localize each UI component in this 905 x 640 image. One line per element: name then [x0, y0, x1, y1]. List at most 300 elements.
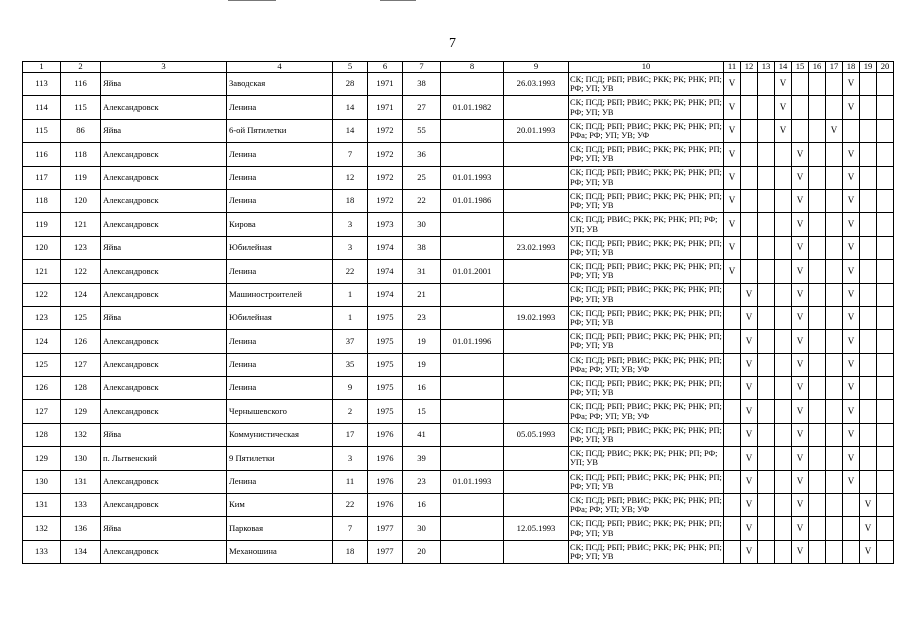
house-number: 2 — [333, 400, 368, 423]
wear-percent: 55 — [403, 119, 441, 142]
column-header-17: 17 — [826, 62, 843, 73]
house-number: 17 — [333, 423, 368, 446]
mark-col-17 — [826, 236, 843, 259]
mark-col-14 — [775, 423, 792, 446]
mark-col-12 — [741, 236, 758, 259]
house-number: 3 — [333, 447, 368, 470]
object-id: 123 — [61, 236, 101, 259]
table-row — [23, 119, 894, 142]
mark-col-18: V — [843, 353, 860, 376]
mark-col-12: V — [741, 494, 758, 517]
mark-col-18: V — [843, 236, 860, 259]
street: Ленина — [227, 96, 333, 119]
street: Ленина — [227, 189, 333, 212]
wear-percent: 22 — [403, 189, 441, 212]
mark-col-15 — [792, 73, 809, 96]
settlement: Александровск — [101, 470, 227, 493]
object-id: 131 — [61, 470, 101, 493]
mark-col-19 — [860, 423, 877, 446]
year-built: 1972 — [368, 143, 403, 166]
house-number: 3 — [333, 236, 368, 259]
house-number: 18 — [333, 189, 368, 212]
mark-col-17 — [826, 447, 843, 470]
wear-percent: 23 — [403, 470, 441, 493]
row-number: 129 — [23, 447, 61, 470]
column-header-10: 10 — [569, 62, 724, 73]
work-codes: СК; ПСД; РБП; РВИС; РКК; РК; РНК; РП; РФ; УП; УВ — [569, 540, 724, 563]
row-number: 116 — [23, 143, 61, 166]
mark-col-20 — [877, 494, 894, 517]
wear-percent: 25 — [403, 166, 441, 189]
mark-col-17 — [826, 494, 843, 517]
mark-col-19 — [860, 283, 877, 306]
street: Ленина — [227, 143, 333, 166]
object-id: 120 — [61, 189, 101, 212]
mark-col-19 — [860, 353, 877, 376]
work-codes: СК; ПСД; РБП; РВИС; РКК; РК; РНК; РП; РФа; РФ; УП; УВ; УФ — [569, 494, 724, 517]
row-number: 119 — [23, 213, 61, 236]
wear-percent: 20 — [403, 540, 441, 563]
table-row — [23, 143, 894, 166]
mark-col-17: V — [826, 119, 843, 142]
mark-col-18: V — [843, 377, 860, 400]
street: Заводская — [227, 73, 333, 96]
work-codes: СК; ПСД; РБП; РВИС; РКК; РК; РНК; РП; РФ; УП; УВ — [569, 143, 724, 166]
column-header-14: 14 — [775, 62, 792, 73]
mark-col-17 — [826, 283, 843, 306]
year-built: 1975 — [368, 353, 403, 376]
object-id: 115 — [61, 96, 101, 119]
settlement: Яйва — [101, 306, 227, 329]
mark-col-13 — [758, 494, 775, 517]
table-row — [23, 353, 894, 376]
work-codes: СК; ПСД; РБП; РВИС; РКК; РК; РНК; РП; РФ; УП; УВ — [569, 189, 724, 212]
mark-col-19 — [860, 96, 877, 119]
mark-col-11 — [724, 470, 741, 493]
table-row — [23, 236, 894, 259]
work-codes: СК; ПСД; РБП; РВИС; РКК; РК; РНК; РП; РФ; УП; УВ — [569, 306, 724, 329]
column-header-2: 2 — [61, 62, 101, 73]
mark-col-16 — [809, 96, 826, 119]
date-2 — [504, 213, 569, 236]
mark-col-17 — [826, 189, 843, 212]
work-codes: СК; ПСД; РБП; РВИС; РКК; РК; РНК; РП; РФа; РФ; УП; УВ; УФ — [569, 119, 724, 142]
mark-col-12: V — [741, 353, 758, 376]
object-id: 118 — [61, 143, 101, 166]
date-2 — [504, 470, 569, 493]
mark-col-13 — [758, 189, 775, 212]
mark-col-19 — [860, 377, 877, 400]
settlement: Яйва — [101, 119, 227, 142]
mark-col-15 — [792, 119, 809, 142]
mark-col-11: V — [724, 73, 741, 96]
row-number: 131 — [23, 494, 61, 517]
column-header-11: 11 — [724, 62, 741, 73]
settlement: Александровск — [101, 166, 227, 189]
column-header-9: 9 — [504, 62, 569, 73]
date-2: 23.02.1993 — [504, 236, 569, 259]
mark-col-20 — [877, 283, 894, 306]
date-1 — [441, 517, 504, 540]
date-2 — [504, 353, 569, 376]
mark-col-11: V — [724, 143, 741, 166]
column-header-5: 5 — [333, 62, 368, 73]
house-number: 28 — [333, 73, 368, 96]
mark-col-11: V — [724, 189, 741, 212]
object-id: 136 — [61, 517, 101, 540]
date-2 — [504, 283, 569, 306]
mark-col-19 — [860, 143, 877, 166]
mark-col-15: V — [792, 447, 809, 470]
street: Машиностроителей — [227, 283, 333, 306]
mark-col-11 — [724, 377, 741, 400]
mark-col-18 — [843, 540, 860, 563]
mark-col-16 — [809, 377, 826, 400]
settlement: Александровск — [101, 260, 227, 283]
house-number: 7 — [333, 143, 368, 166]
date-1 — [441, 494, 504, 517]
mark-col-18: V — [843, 96, 860, 119]
mark-col-20 — [877, 119, 894, 142]
date-2 — [504, 143, 569, 166]
date-1 — [441, 377, 504, 400]
mark-col-15: V — [792, 166, 809, 189]
table-row — [23, 377, 894, 400]
column-header-3: 3 — [101, 62, 227, 73]
row-number: 121 — [23, 260, 61, 283]
mark-col-20 — [877, 540, 894, 563]
table-row — [23, 96, 894, 119]
mark-col-19 — [860, 470, 877, 493]
row-number: 126 — [23, 377, 61, 400]
row-number: 115 — [23, 119, 61, 142]
house-number: 18 — [333, 540, 368, 563]
mark-col-14 — [775, 400, 792, 423]
mark-col-11 — [724, 447, 741, 470]
work-codes: СК; ПСД; РВИС; РКК; РК; РНК; РП; РФ; УП; УВ — [569, 447, 724, 470]
mark-col-15: V — [792, 353, 809, 376]
mark-col-18: V — [843, 306, 860, 329]
mark-col-16 — [809, 447, 826, 470]
mark-col-13 — [758, 400, 775, 423]
work-codes: СК; ПСД; РБП; РВИС; РКК; РК; РНК; РП; РФ; УП; УВ — [569, 236, 724, 259]
house-number: 1 — [333, 283, 368, 306]
wear-percent: 36 — [403, 143, 441, 166]
work-codes: СК; ПСД; РБП; РВИС; РКК; РК; РНК; РП; РФ; УП; УВ — [569, 377, 724, 400]
date-2: 20.01.1993 — [504, 119, 569, 142]
wear-percent: 31 — [403, 260, 441, 283]
mark-col-17 — [826, 400, 843, 423]
mark-col-18 — [843, 494, 860, 517]
settlement: Александровск — [101, 540, 227, 563]
mark-col-11 — [724, 494, 741, 517]
mark-col-14 — [775, 540, 792, 563]
date-1: 01.01.1993 — [441, 470, 504, 493]
column-header-7: 7 — [403, 62, 441, 73]
wear-percent: 21 — [403, 283, 441, 306]
street: Ленина — [227, 470, 333, 493]
top-rule-right — [380, 0, 416, 1]
date-2: 19.02.1993 — [504, 306, 569, 329]
wear-percent: 30 — [403, 213, 441, 236]
mark-col-18: V — [843, 470, 860, 493]
date-1 — [441, 119, 504, 142]
settlement: п. Лытвенский — [101, 447, 227, 470]
mark-col-20 — [877, 213, 894, 236]
mark-col-20 — [877, 447, 894, 470]
street: 6-ой Пятилетки — [227, 119, 333, 142]
date-1 — [441, 143, 504, 166]
settlement: Яйва — [101, 236, 227, 259]
street: Кирова — [227, 213, 333, 236]
date-1 — [441, 447, 504, 470]
page-number: 7 — [449, 36, 456, 51]
mark-col-12: V — [741, 470, 758, 493]
date-2 — [504, 540, 569, 563]
street: Ленина — [227, 260, 333, 283]
mark-col-16 — [809, 517, 826, 540]
mark-col-20 — [877, 166, 894, 189]
object-id: 125 — [61, 306, 101, 329]
table-row — [23, 470, 894, 493]
wear-percent: 16 — [403, 377, 441, 400]
mark-col-13 — [758, 423, 775, 446]
table-row — [23, 306, 894, 329]
street: Коммунистическая — [227, 423, 333, 446]
mark-col-12 — [741, 73, 758, 96]
house-number: 35 — [333, 353, 368, 376]
street: Ленина — [227, 330, 333, 353]
mark-col-18: V — [843, 260, 860, 283]
mark-col-12: V — [741, 377, 758, 400]
mark-col-16 — [809, 494, 826, 517]
mark-col-16 — [809, 306, 826, 329]
object-id: 124 — [61, 283, 101, 306]
mark-col-13 — [758, 540, 775, 563]
mark-col-15: V — [792, 213, 809, 236]
work-codes: СК; ПСД; РБП; РВИС; РКК; РК; РНК; РП; РФ; УП; УВ — [569, 470, 724, 493]
mark-col-14: V — [775, 96, 792, 119]
mark-col-14 — [775, 377, 792, 400]
mark-col-19 — [860, 166, 877, 189]
mark-col-20 — [877, 236, 894, 259]
mark-col-12: V — [741, 423, 758, 446]
mark-col-19 — [860, 260, 877, 283]
mark-col-11 — [724, 423, 741, 446]
year-built: 1976 — [368, 447, 403, 470]
settlement: Александровск — [101, 494, 227, 517]
row-number: 114 — [23, 96, 61, 119]
column-header-15: 15 — [792, 62, 809, 73]
mark-col-13 — [758, 470, 775, 493]
header-row — [23, 62, 894, 73]
work-codes: СК; ПСД; РВИС; РКК; РК; РНК; РП; РФ; УП; УВ — [569, 213, 724, 236]
mark-col-15: V — [792, 517, 809, 540]
settlement: Яйва — [101, 423, 227, 446]
date-1 — [441, 236, 504, 259]
house-number: 7 — [333, 517, 368, 540]
year-built: 1972 — [368, 166, 403, 189]
mark-col-20 — [877, 517, 894, 540]
column-header-19: 19 — [860, 62, 877, 73]
mark-col-14 — [775, 306, 792, 329]
object-id: 133 — [61, 494, 101, 517]
row-number: 118 — [23, 189, 61, 212]
mark-col-17 — [826, 96, 843, 119]
date-2 — [504, 166, 569, 189]
mark-col-15: V — [792, 306, 809, 329]
date-2 — [504, 189, 569, 212]
mark-col-16 — [809, 283, 826, 306]
wear-percent: 38 — [403, 73, 441, 96]
table-row — [23, 283, 894, 306]
mark-col-20 — [877, 330, 894, 353]
work-codes: СК; ПСД; РБП; РВИС; РКК; РК; РНК; РП; РФ; УП; УВ — [569, 330, 724, 353]
mark-col-13 — [758, 353, 775, 376]
date-2 — [504, 260, 569, 283]
wear-percent: 41 — [403, 423, 441, 446]
year-built: 1977 — [368, 517, 403, 540]
column-header-16: 16 — [809, 62, 826, 73]
mark-col-18 — [843, 517, 860, 540]
date-1: 01.01.1993 — [441, 166, 504, 189]
mark-col-16 — [809, 189, 826, 212]
work-codes: СК; ПСД; РБП; РВИС; РКК; РК; РНК; РП; РФа; РФ; УП; УВ; УФ — [569, 353, 724, 376]
mark-col-15: V — [792, 540, 809, 563]
date-1: 01.01.1982 — [441, 96, 504, 119]
wear-percent: 38 — [403, 236, 441, 259]
mark-col-11 — [724, 330, 741, 353]
row-number: 130 — [23, 470, 61, 493]
work-codes: СК; ПСД; РБП; РВИС; РКК; РК; РНК; РП; РФ; УП; УВ — [569, 283, 724, 306]
date-1 — [441, 73, 504, 96]
table-row — [23, 447, 894, 470]
year-built: 1976 — [368, 423, 403, 446]
year-built: 1975 — [368, 306, 403, 329]
row-number: 117 — [23, 166, 61, 189]
table-row — [23, 423, 894, 446]
column-header-13: 13 — [758, 62, 775, 73]
object-id: 134 — [61, 540, 101, 563]
mark-col-13 — [758, 73, 775, 96]
top-rule-left — [228, 0, 276, 1]
mark-col-14 — [775, 236, 792, 259]
mark-col-18: V — [843, 143, 860, 166]
mark-col-13 — [758, 143, 775, 166]
mark-col-13 — [758, 283, 775, 306]
mark-col-11 — [724, 306, 741, 329]
mark-col-15: V — [792, 377, 809, 400]
mark-col-12 — [741, 260, 758, 283]
object-id: 86 — [61, 119, 101, 142]
house-number: 11 — [333, 470, 368, 493]
mark-col-14 — [775, 143, 792, 166]
date-2 — [504, 447, 569, 470]
row-number: 125 — [23, 353, 61, 376]
year-built: 1975 — [368, 377, 403, 400]
date-1 — [441, 283, 504, 306]
object-id: 122 — [61, 260, 101, 283]
house-number: 14 — [333, 96, 368, 119]
year-built: 1972 — [368, 119, 403, 142]
mark-col-19 — [860, 306, 877, 329]
mark-col-12: V — [741, 400, 758, 423]
mark-col-16 — [809, 73, 826, 96]
mark-col-20 — [877, 189, 894, 212]
object-id: 128 — [61, 377, 101, 400]
mark-col-14 — [775, 330, 792, 353]
mark-col-11 — [724, 517, 741, 540]
street: Механошина — [227, 540, 333, 563]
row-number: 124 — [23, 330, 61, 353]
mark-col-13 — [758, 213, 775, 236]
mark-col-20 — [877, 470, 894, 493]
mark-col-16 — [809, 213, 826, 236]
date-1: 01.01.1986 — [441, 189, 504, 212]
wear-percent: 16 — [403, 494, 441, 517]
mark-col-18: V — [843, 423, 860, 446]
object-id: 130 — [61, 447, 101, 470]
settlement: Александровск — [101, 213, 227, 236]
mark-col-12: V — [741, 517, 758, 540]
object-id: 119 — [61, 166, 101, 189]
street: Ленина — [227, 166, 333, 189]
table-row — [23, 494, 894, 517]
row-number: 113 — [23, 73, 61, 96]
year-built: 1975 — [368, 330, 403, 353]
table-row — [23, 260, 894, 283]
mark-col-13 — [758, 447, 775, 470]
date-1 — [441, 213, 504, 236]
date-1 — [441, 353, 504, 376]
work-codes: СК; ПСД; РБП; РВИС; РКК; РК; РНК; РП; РФ; УП; УВ — [569, 517, 724, 540]
object-id: 129 — [61, 400, 101, 423]
date-2 — [504, 96, 569, 119]
table-row — [23, 330, 894, 353]
mark-col-17 — [826, 540, 843, 563]
year-built: 1974 — [368, 260, 403, 283]
mark-col-14 — [775, 517, 792, 540]
mark-col-15 — [792, 96, 809, 119]
house-number: 12 — [333, 166, 368, 189]
mark-col-13 — [758, 96, 775, 119]
mark-col-19 — [860, 189, 877, 212]
wear-percent: 39 — [403, 447, 441, 470]
mark-col-17 — [826, 73, 843, 96]
settlement: Александровск — [101, 96, 227, 119]
mark-col-17 — [826, 260, 843, 283]
mark-col-14 — [775, 213, 792, 236]
year-built: 1974 — [368, 283, 403, 306]
mark-col-17 — [826, 353, 843, 376]
mark-col-12 — [741, 119, 758, 142]
column-header-12: 12 — [741, 62, 758, 73]
date-2: 26.03.1993 — [504, 73, 569, 96]
mark-col-20 — [877, 143, 894, 166]
year-built: 1972 — [368, 189, 403, 212]
street: 9 Пятилетки — [227, 447, 333, 470]
mark-col-14 — [775, 494, 792, 517]
mark-col-15: V — [792, 143, 809, 166]
wear-percent: 19 — [403, 353, 441, 376]
year-built: 1977 — [368, 540, 403, 563]
mark-col-16 — [809, 330, 826, 353]
mark-col-15: V — [792, 330, 809, 353]
date-1 — [441, 423, 504, 446]
date-2: 12.05.1993 — [504, 517, 569, 540]
mark-col-12: V — [741, 540, 758, 563]
table-body — [23, 73, 894, 564]
